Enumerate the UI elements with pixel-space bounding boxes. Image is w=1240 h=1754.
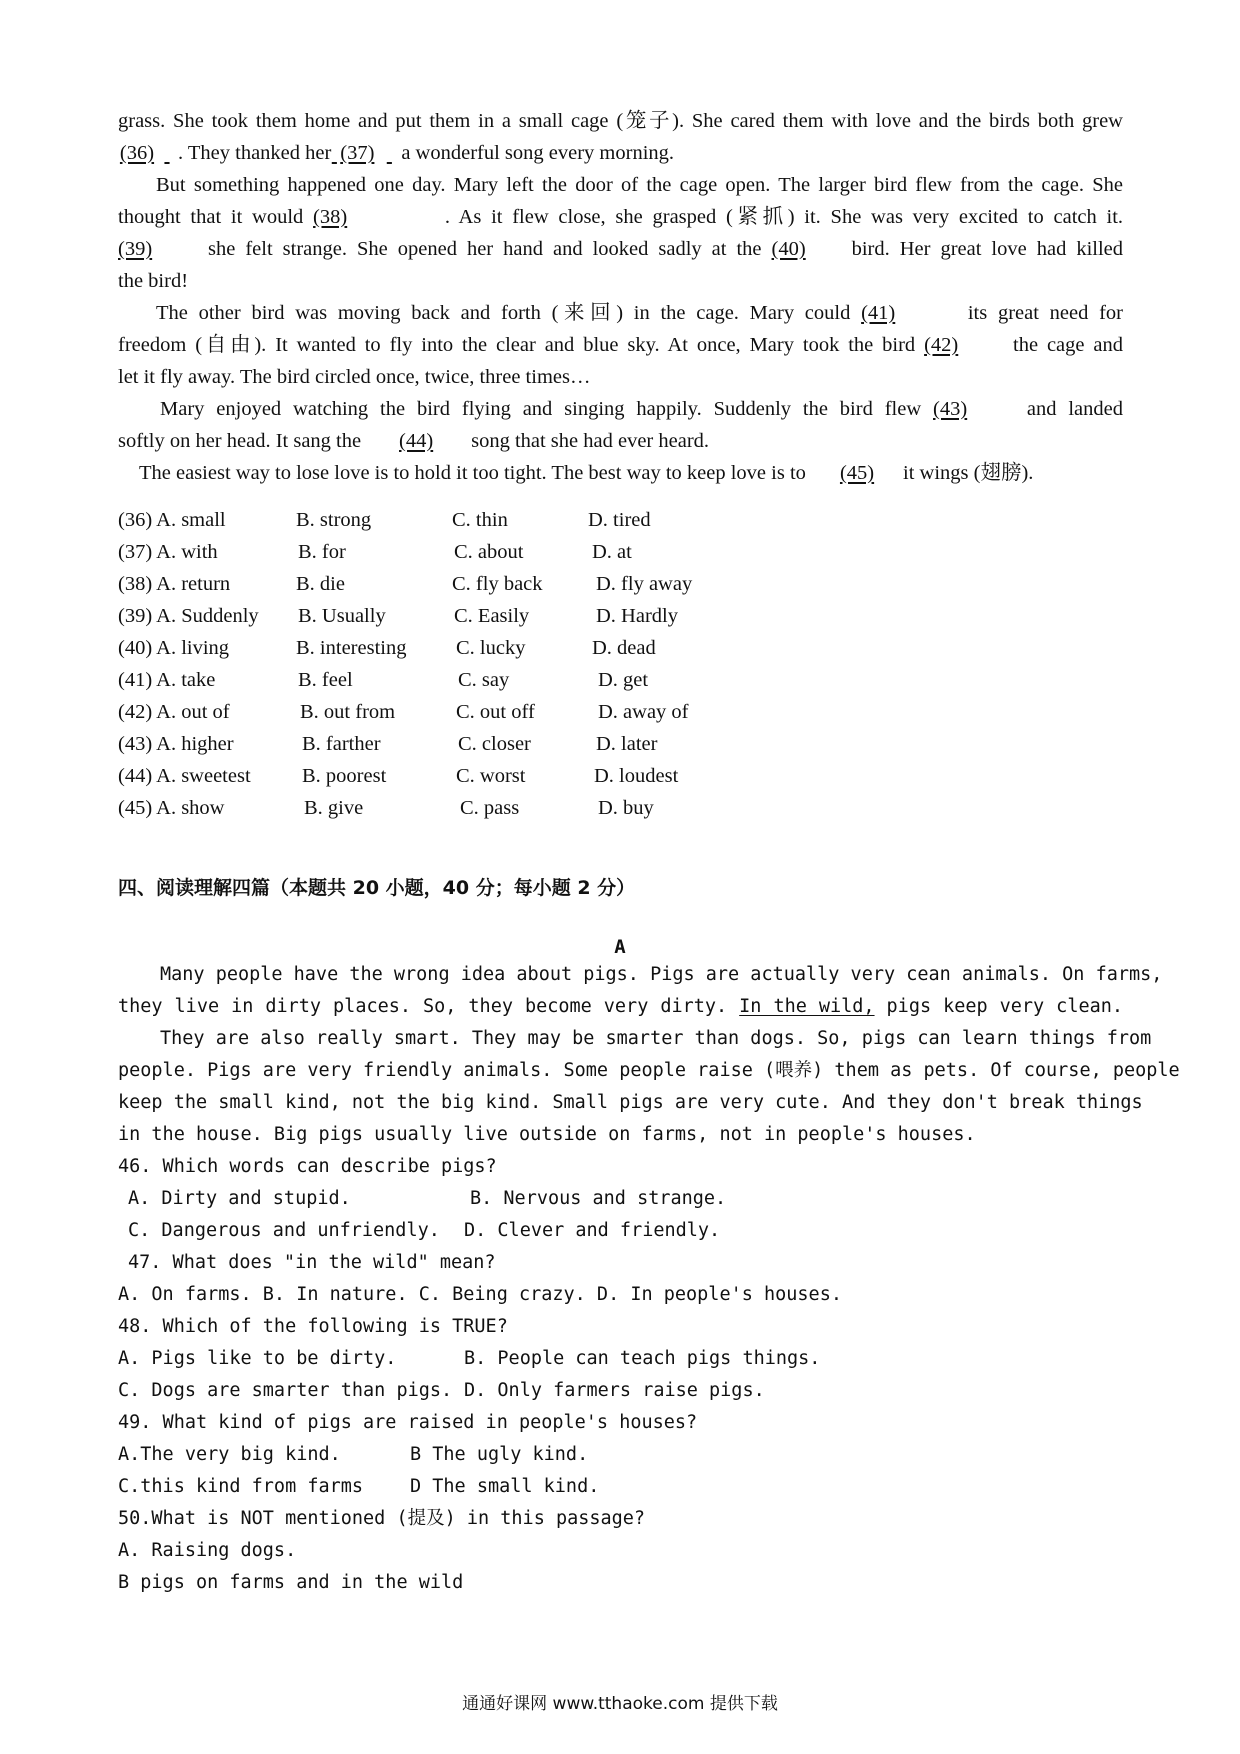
question-49: 49. What kind of pigs are raised in people's houses? xyxy=(118,1412,698,1433)
question-50-option-b: B pigs on farms and in the wild xyxy=(118,1572,464,1593)
cloze-line-4: thought that it would (38) . As it flew close, she grasped (紧抓) it. She was very excited to catch it. xyxy=(118,203,1123,231)
option-41-a: (41) A. take xyxy=(118,669,216,691)
cloze-line-2: (36) . They thanked her (37) a wonderful song every morning. xyxy=(118,139,674,167)
option-40-d: D. dead xyxy=(592,637,656,659)
question-48-option-d: D. Only farmers raise pigs. xyxy=(464,1380,765,1401)
cloze-line-9: let it fly away. The bird circled once, twice, three times… xyxy=(118,366,591,388)
cloze-line-6: the bird! xyxy=(118,270,189,292)
question-47-options: A. On farms. B. In nature. C. Being crazy. D. In people's houses. xyxy=(118,1284,842,1305)
in-the-wild-phrase: In the wild, xyxy=(739,996,875,1017)
reading-line-5: keep the small kind, not the big kind. Small pigs are very cute. And they don't break things xyxy=(118,1092,1143,1113)
option-45-c: C. pass xyxy=(460,797,520,819)
option-44-c: C. worst xyxy=(456,765,526,787)
option-42-c: C. out off xyxy=(456,701,535,723)
blank-41: (41) xyxy=(861,302,896,324)
reading-line-6: in the house. Big pigs usually live outside on farms, not in people's houses. xyxy=(118,1124,976,1145)
question-48-option-c: C. Dogs are smarter than pigs. xyxy=(118,1380,453,1401)
question-48-option-a: A. Pigs like to be dirty. xyxy=(118,1348,397,1369)
option-39-d: D. Hardly xyxy=(596,605,678,627)
option-43-d: D. later xyxy=(596,733,658,755)
option-40-a: (40) A. living xyxy=(118,637,230,659)
blank-39: (39) xyxy=(118,238,153,260)
option-43-a: (43) A. higher xyxy=(118,733,234,755)
option-36-b: B. strong xyxy=(296,509,372,531)
option-42-a: (42) A. out of xyxy=(118,701,230,723)
question-48-option-b: B. People can teach pigs things. xyxy=(464,1348,821,1369)
blank-45: (45) xyxy=(839,462,875,484)
passage-letter: A xyxy=(614,936,626,958)
option-43-b: B. farther xyxy=(302,733,381,755)
cloze-line-7: The other bird was moving back and forth (来回) in the cage. Mary could (41) its great need for xyxy=(156,299,1123,327)
option-44-d: D. loudest xyxy=(594,765,679,787)
option-40-c: C. lucky xyxy=(456,637,526,659)
question-49-option-d: D The small kind. xyxy=(410,1476,600,1497)
reading-line-2: they live in dirty places. So, they become very dirty. In the wild, pigs keep very clean. xyxy=(118,996,1124,1017)
question-49-option-a: A.The very big kind. xyxy=(118,1444,341,1465)
blank-40: (40) xyxy=(771,238,806,260)
cloze-line-11: softly on her head. It sang the (44) song that she had ever heard. xyxy=(118,427,709,455)
question-46-option-a: A. Dirty and stupid. xyxy=(128,1188,351,1209)
option-42-b: B. out from xyxy=(300,701,396,723)
question-49-option-b: B The ugly kind. xyxy=(410,1444,589,1465)
blank-42: (42) xyxy=(924,334,959,356)
option-44-b: B. poorest xyxy=(302,765,387,787)
option-37-c: C. about xyxy=(454,541,524,563)
question-48: 48. Which of the following is TRUE? xyxy=(118,1316,508,1337)
cloze-line-8: freedom (自由). It wanted to fly into the clear and blue sky. At once, Mary took the bird (42) the cage and xyxy=(118,331,1123,359)
option-38-c: C. fly back xyxy=(452,573,543,595)
footer-download-note: 通通好课网 www.tthaoke.com 提供下载 xyxy=(462,1694,778,1714)
blank-36: (36) xyxy=(119,142,155,164)
option-37-d: D. at xyxy=(592,541,632,563)
cloze-line-5: (39) she felt strange. She opened her hand and looked sadly at the (40) bird. Her great love had killed xyxy=(118,235,1123,263)
question-49-option-c: C.this kind from farms xyxy=(118,1476,364,1497)
question-47: 47. What does "in the wild" mean? xyxy=(128,1252,496,1273)
option-45-a: (45) A. show xyxy=(118,797,225,819)
question-46-option-c: C. Dangerous and unfriendly. xyxy=(128,1220,440,1241)
option-38-a: (38) A. return xyxy=(118,573,231,595)
blank-44: (44) xyxy=(399,430,434,452)
option-39-a: (39) A. Suddenly xyxy=(118,605,259,627)
reading-line-4: people. Pigs are very friendly animals. Some people raise (喂养) them as pets. Of course, people xyxy=(118,1060,1180,1081)
blank-43: (43) xyxy=(933,398,968,420)
option-42-d: D. away of xyxy=(598,701,689,723)
blank-38: (38) xyxy=(313,206,348,228)
option-38-b: B. die xyxy=(296,573,345,595)
question-46-option-d: D. Clever and friendly. xyxy=(464,1220,721,1241)
option-38-d: D. fly away xyxy=(596,573,693,595)
cloze-line-12: The easiest way to lose love is to hold it too tight. The best way to keep love is to (45) it wings (翅膀). xyxy=(139,459,1033,487)
option-43-c: C. closer xyxy=(458,733,531,755)
option-37-a: (37) A. with xyxy=(118,541,218,563)
option-36-a: (36) A. small xyxy=(118,509,226,531)
question-50: 50.What is NOT mentioned (提及) in this passage? xyxy=(118,1508,646,1529)
option-45-b: B. give xyxy=(304,797,364,819)
reading-line-3: They are also really smart. They may be smarter than dogs. So, pigs can learn things from xyxy=(160,1028,1152,1049)
option-41-b: B. feel xyxy=(298,669,353,691)
reading-line-1: Many people have the wrong idea about pigs. Pigs are actually very cean animals. On farms, xyxy=(160,964,1163,985)
cloze-line-3: But something happened one day. Mary left the door of the cage open. The larger bird flew from the cage. She xyxy=(156,174,1123,196)
section-title: 四、阅读理解四篇（本题共 20 小题，40 分；每小题 2 分） xyxy=(118,877,636,899)
question-50-option-a: A. Raising dogs. xyxy=(118,1540,297,1561)
question-46-option-b: B. Nervous and strange. xyxy=(470,1188,727,1209)
question-46: 46. Which words can describe pigs? xyxy=(118,1156,497,1177)
cloze-line-1: grass. She took them home and put them in a small cage (笼子). She cared them with love and the birds both grew xyxy=(118,110,1123,132)
option-45-d: D. buy xyxy=(598,797,654,819)
blank-37: (37) xyxy=(340,142,375,164)
option-44-a: (44) A. sweetest xyxy=(118,765,251,787)
cloze-line-10: Mary enjoyed watching the bird flying and singing happily. Suddenly the bird flew (43) and landed xyxy=(160,395,1123,423)
option-39-c: C. Easily xyxy=(454,605,530,627)
option-36-c: C. thin xyxy=(452,509,508,531)
option-41-d: D. get xyxy=(598,669,649,691)
option-37-b: B. for xyxy=(298,541,346,563)
option-41-c: C. say xyxy=(458,669,510,691)
option-36-d: D. tired xyxy=(588,509,651,531)
option-39-b: B. Usually xyxy=(298,605,386,627)
option-40-b: B. interesting xyxy=(296,637,407,659)
